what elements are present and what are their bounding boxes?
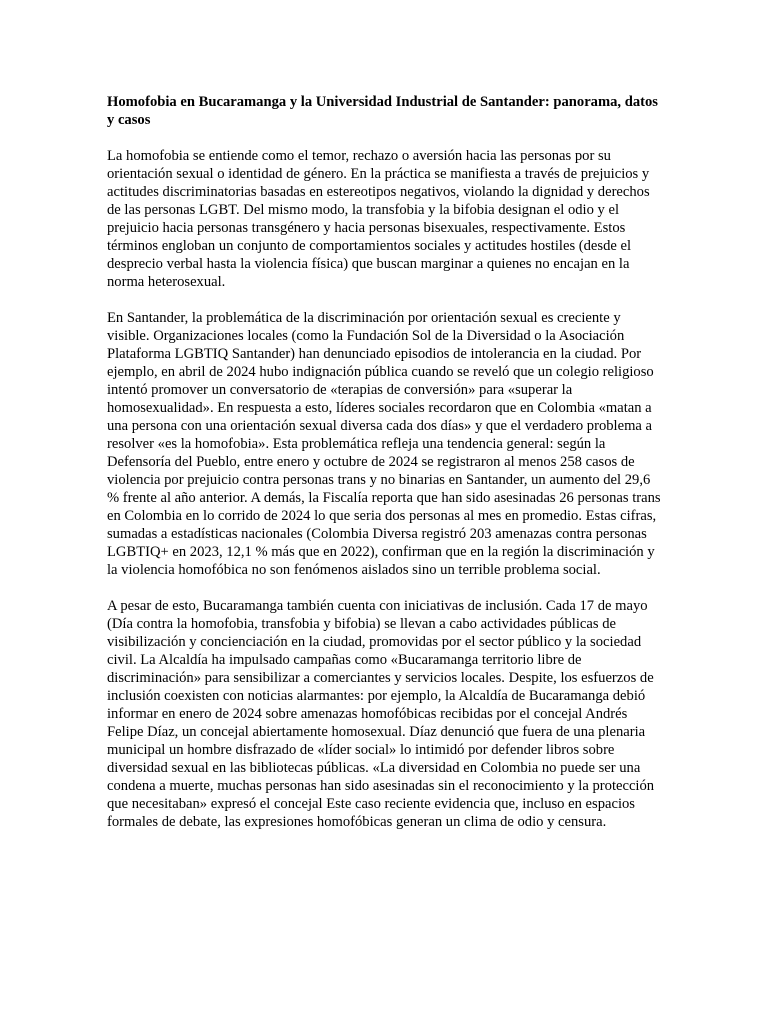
paragraph-bucaramanga: A pesar de esto, Bucaramanga también cuenta con iniciativas de inclusión. Cada 17 de mayo (Día contra la homofobia, transfobia y bifobia) se llevan a cabo actividades públicas de visibilización y concienciación en la ciudad, promovidas por el sector público y la sociedad civil. La Alcaldía ha impulsado campañas como «Bucaramanga territorio libre de discriminación» para sensibilizar a comerciantes y servicios locales. Despite, los esfuerzos de inclusión coexisten con noticias alarmantes: por ejemplo, la Alcaldía de Bucaramanga debió informar en enero de 2024 sobre amenazas homofóbicas recibidas por el concejal Andrés Felipe Díaz, un concejal abiertamente homosexual. Díaz denunció que fuera de una plenaria municipal un hombre disfrazado de «líder social» lo intimidó por defender libros sobre diversidad sexual en las bibliotecas públicas. «La diversidad en Colombia no puede ser una condena a muerte, muchas personas han sido asesinadas sin el reconocimiento y la protección que necesitaban» expresó el concejal Este caso reciente evidencia que, incluso en espacios formales de debate, las expresiones homofóbicas generan un clima de odio y censura. [107, 598, 655, 830]
document-page [107, 93, 663, 831]
document-title: Homofobia en Bucaramanga y la Universidad Industrial de Santander: panorama, datos y casos [107, 94, 658, 128]
paragraph-santander: En Santander, la problemática de la discriminación por orientación sexual es creciente y visible. Organizaciones locales (como la Fundación Sol de la Diversidad o la Asociación Plataforma LGBTIQ Santander) han denunciado episodios de intolerancia en la ciudad. Por ejemplo, en abril de 2024 hubo indignación pública cuando se reveló que un colegio religioso intentó promover un conversatorio de «terapias de conversión» para «superar la homosexualidad». En respuesta a esto, líderes sociales recordaron que en Colombia «matan a una persona con una orientación sexual diversa cada dos días» y que el verdadero problema a resolver «es la homofobia». Esta problemática refleja una tendencia general: según la Defensoría del Pueblo, entre enero y octubre de 2024 se registraron al menos 258 casos de violencia por prejuicio contra personas trans y no binarias en Santander, un aumento del 29,6 % frente al año anterior. A demás, la Fiscalía reporta que han sido asesinadas 26 personas trans en Colombia en lo corrido de 2024 lo que seria dos personas al mes en promedio. Estas cifras, sumadas a estadísticas nacionales (Colombia Diversa registró 203 amenazas contra personas LGBTIQ+ en 2023, 12,1 % más que en 2022), confirman que en la región la discriminación y la violencia homofóbica no son fenómenos aislados sino un terrible problema social. [107, 310, 661, 578]
paragraph-definition: La homofobia se entiende como el temor, rechazo o aversión hacia las personas por su orientación sexual o identidad de género. En la práctica se manifiesta a través de prejuicios y actitudes discriminatorias basadas en estereotipos negativos, violando la dignidad y derechos de las personas LGBT. Del mismo modo, la transfobia y la bifobia designan el odio y el prejuicio hacia personas transgénero y hacia personas bisexuales, respectivamente. Estos términos engloban un conjunto de comportamientos sociales y actitudes hostiles (desde el desprecio verbal hasta la violencia física) que buscan marginar a quienes no encajan en la norma heterosexual. [107, 148, 650, 290]
